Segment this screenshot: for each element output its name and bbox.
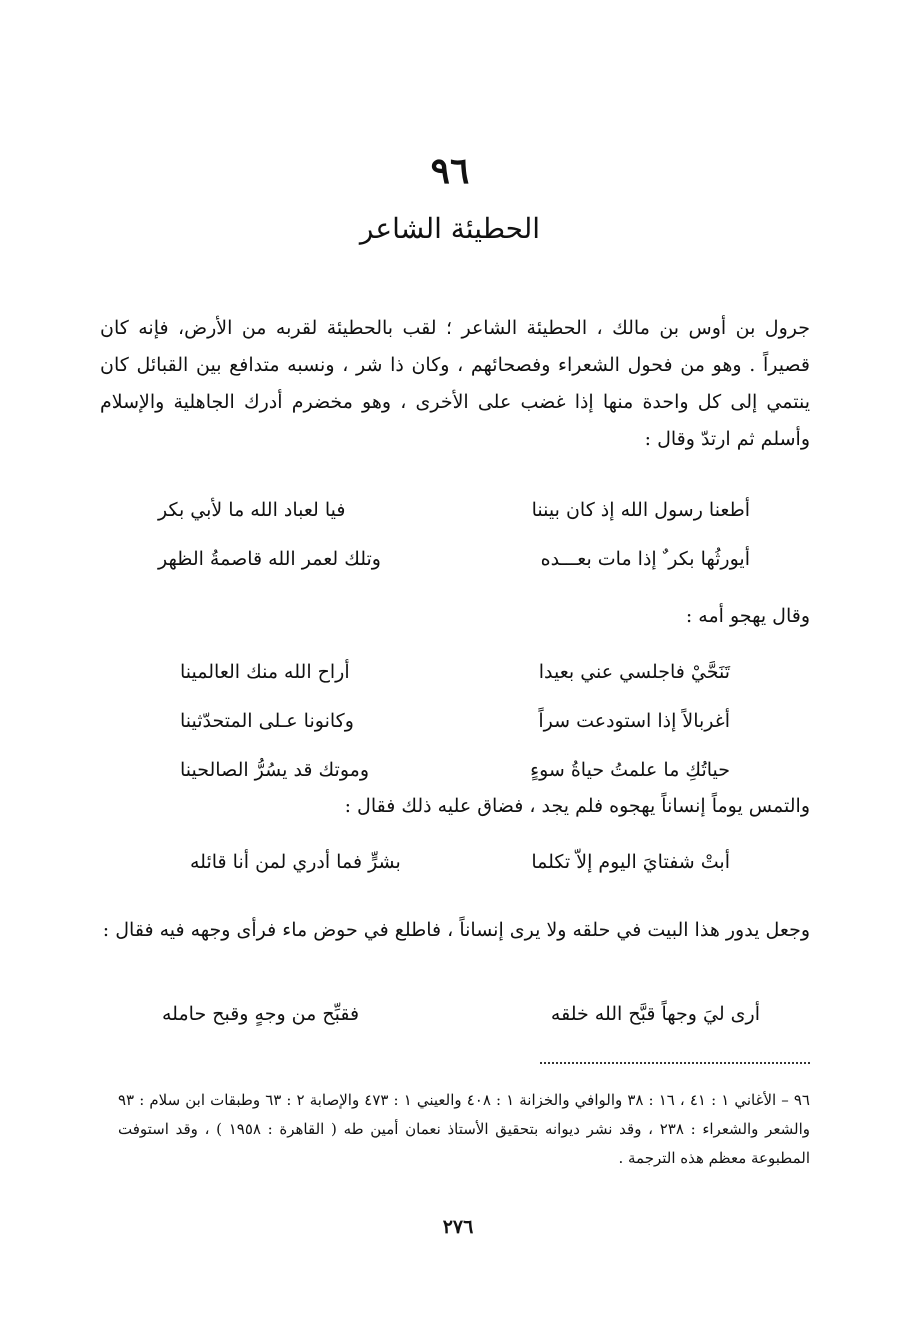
second-hemistich: أراح الله منك العالمينا (180, 661, 350, 683)
paragraph-3 (100, 788, 810, 825)
page-number: ٢٧٦ (442, 1216, 474, 1238)
second-hemistich: بشرٍّ فما أدري لمن أنا قائله (190, 851, 401, 873)
verse-line (158, 486, 750, 535)
verse-line (162, 990, 760, 1039)
first-hemistich: أغربالاً إذا استودعت سراً (538, 710, 730, 732)
poem-2 (180, 648, 730, 795)
poem-3 (190, 838, 730, 887)
verse-line (190, 838, 730, 887)
second-hemistich: وموتك قد يسُرُّ الصالحينا (180, 759, 370, 781)
poem-4 (162, 990, 760, 1039)
footnote: ٩٦ – الأغاني ١ : ٤١ ، ١٦ : ٣٨ والوافي والخزانة ١ : ٤٠٨ والعيني ١ : ٤٧٣ والإصابة ٢ : ٦٣ وطبقات ابن سلام : ٩٣ والشعر والشعراء : ٢٣٨ ، وقد نشر ديوانه بتحقيق الأستاذ نعمان أمين طه ( القاهرة : ١٩٥٨ ) ، وقد استوفت المطبوعة معظم هذه الترجمة . (118, 1091, 810, 1167)
intro-text: جرول بن أوس بن مالك ، الحطيئة الشاعر ؛ لقب بالحطيئة لقربه من الأرض، فإنه كان قصيراً . وهو من فحول الشعراء وفصحائهم ، وكان ذا شر ، ونسبه متدافع بين القبائل كان ينتمي إلى كل واحدة منها إذا غضب على الأخرى ، وهو مخضرم أدرك الجاهلية والإسلام وأسلم ثم ارتدّ وقال : (100, 317, 810, 450)
paragraph-2-text: وقال يهجو أمه : (685, 605, 810, 627)
first-hemistich: تَنَحَّيْ فاجلسي عني بعيدا (538, 661, 730, 683)
entry-title: الحطيئة الشاعر (359, 212, 541, 245)
verse-line (180, 697, 730, 746)
second-hemistich: فيا لعباد الله ما لأبي بكر (158, 499, 346, 521)
second-hemistich: فقبِّح من وجهٍ وقبح حامله (162, 1003, 360, 1025)
first-hemistich: أيورثُها بكر ٌ إذا مات بعـــده (540, 548, 750, 570)
entry-number: ٩٦ (430, 150, 470, 192)
first-hemistich: أرى ليَ وجهاً قبَّح الله خلقه (550, 1003, 760, 1025)
paragraph-2 (100, 598, 810, 635)
paragraph-4-text: وجعل يدور هذا البيت في حلقه ولا يرى إنساناً ، فاطلع في حوض ماء فرأى وجهه فيه فقال : (102, 919, 810, 941)
first-hemistich: أطعنا رسول الله إذ كان بيننا (531, 499, 750, 521)
intro-paragraph (100, 310, 810, 458)
verse-line (180, 648, 730, 697)
first-hemistich: حياتُكِ ما علمتُ حياةُ سوءٍ (530, 759, 730, 781)
first-hemistich: أبتْ شفتايَ اليوم إلاّ تكلما (531, 851, 730, 873)
verse-line (158, 535, 750, 584)
paragraph-3-text: والتمس يوماً إنساناً يهجوه فلم يجد ، فضاق عليه ذلك فقال : (344, 795, 810, 817)
second-hemistich: وتلك لعمر الله قاصمةُ الظهر (158, 548, 381, 570)
paragraph-4 (100, 912, 810, 949)
footnote-divider (540, 1062, 810, 1064)
poem-1 (158, 486, 750, 584)
second-hemistich: وكانونا عـلى المتحدّثينا (180, 710, 354, 732)
